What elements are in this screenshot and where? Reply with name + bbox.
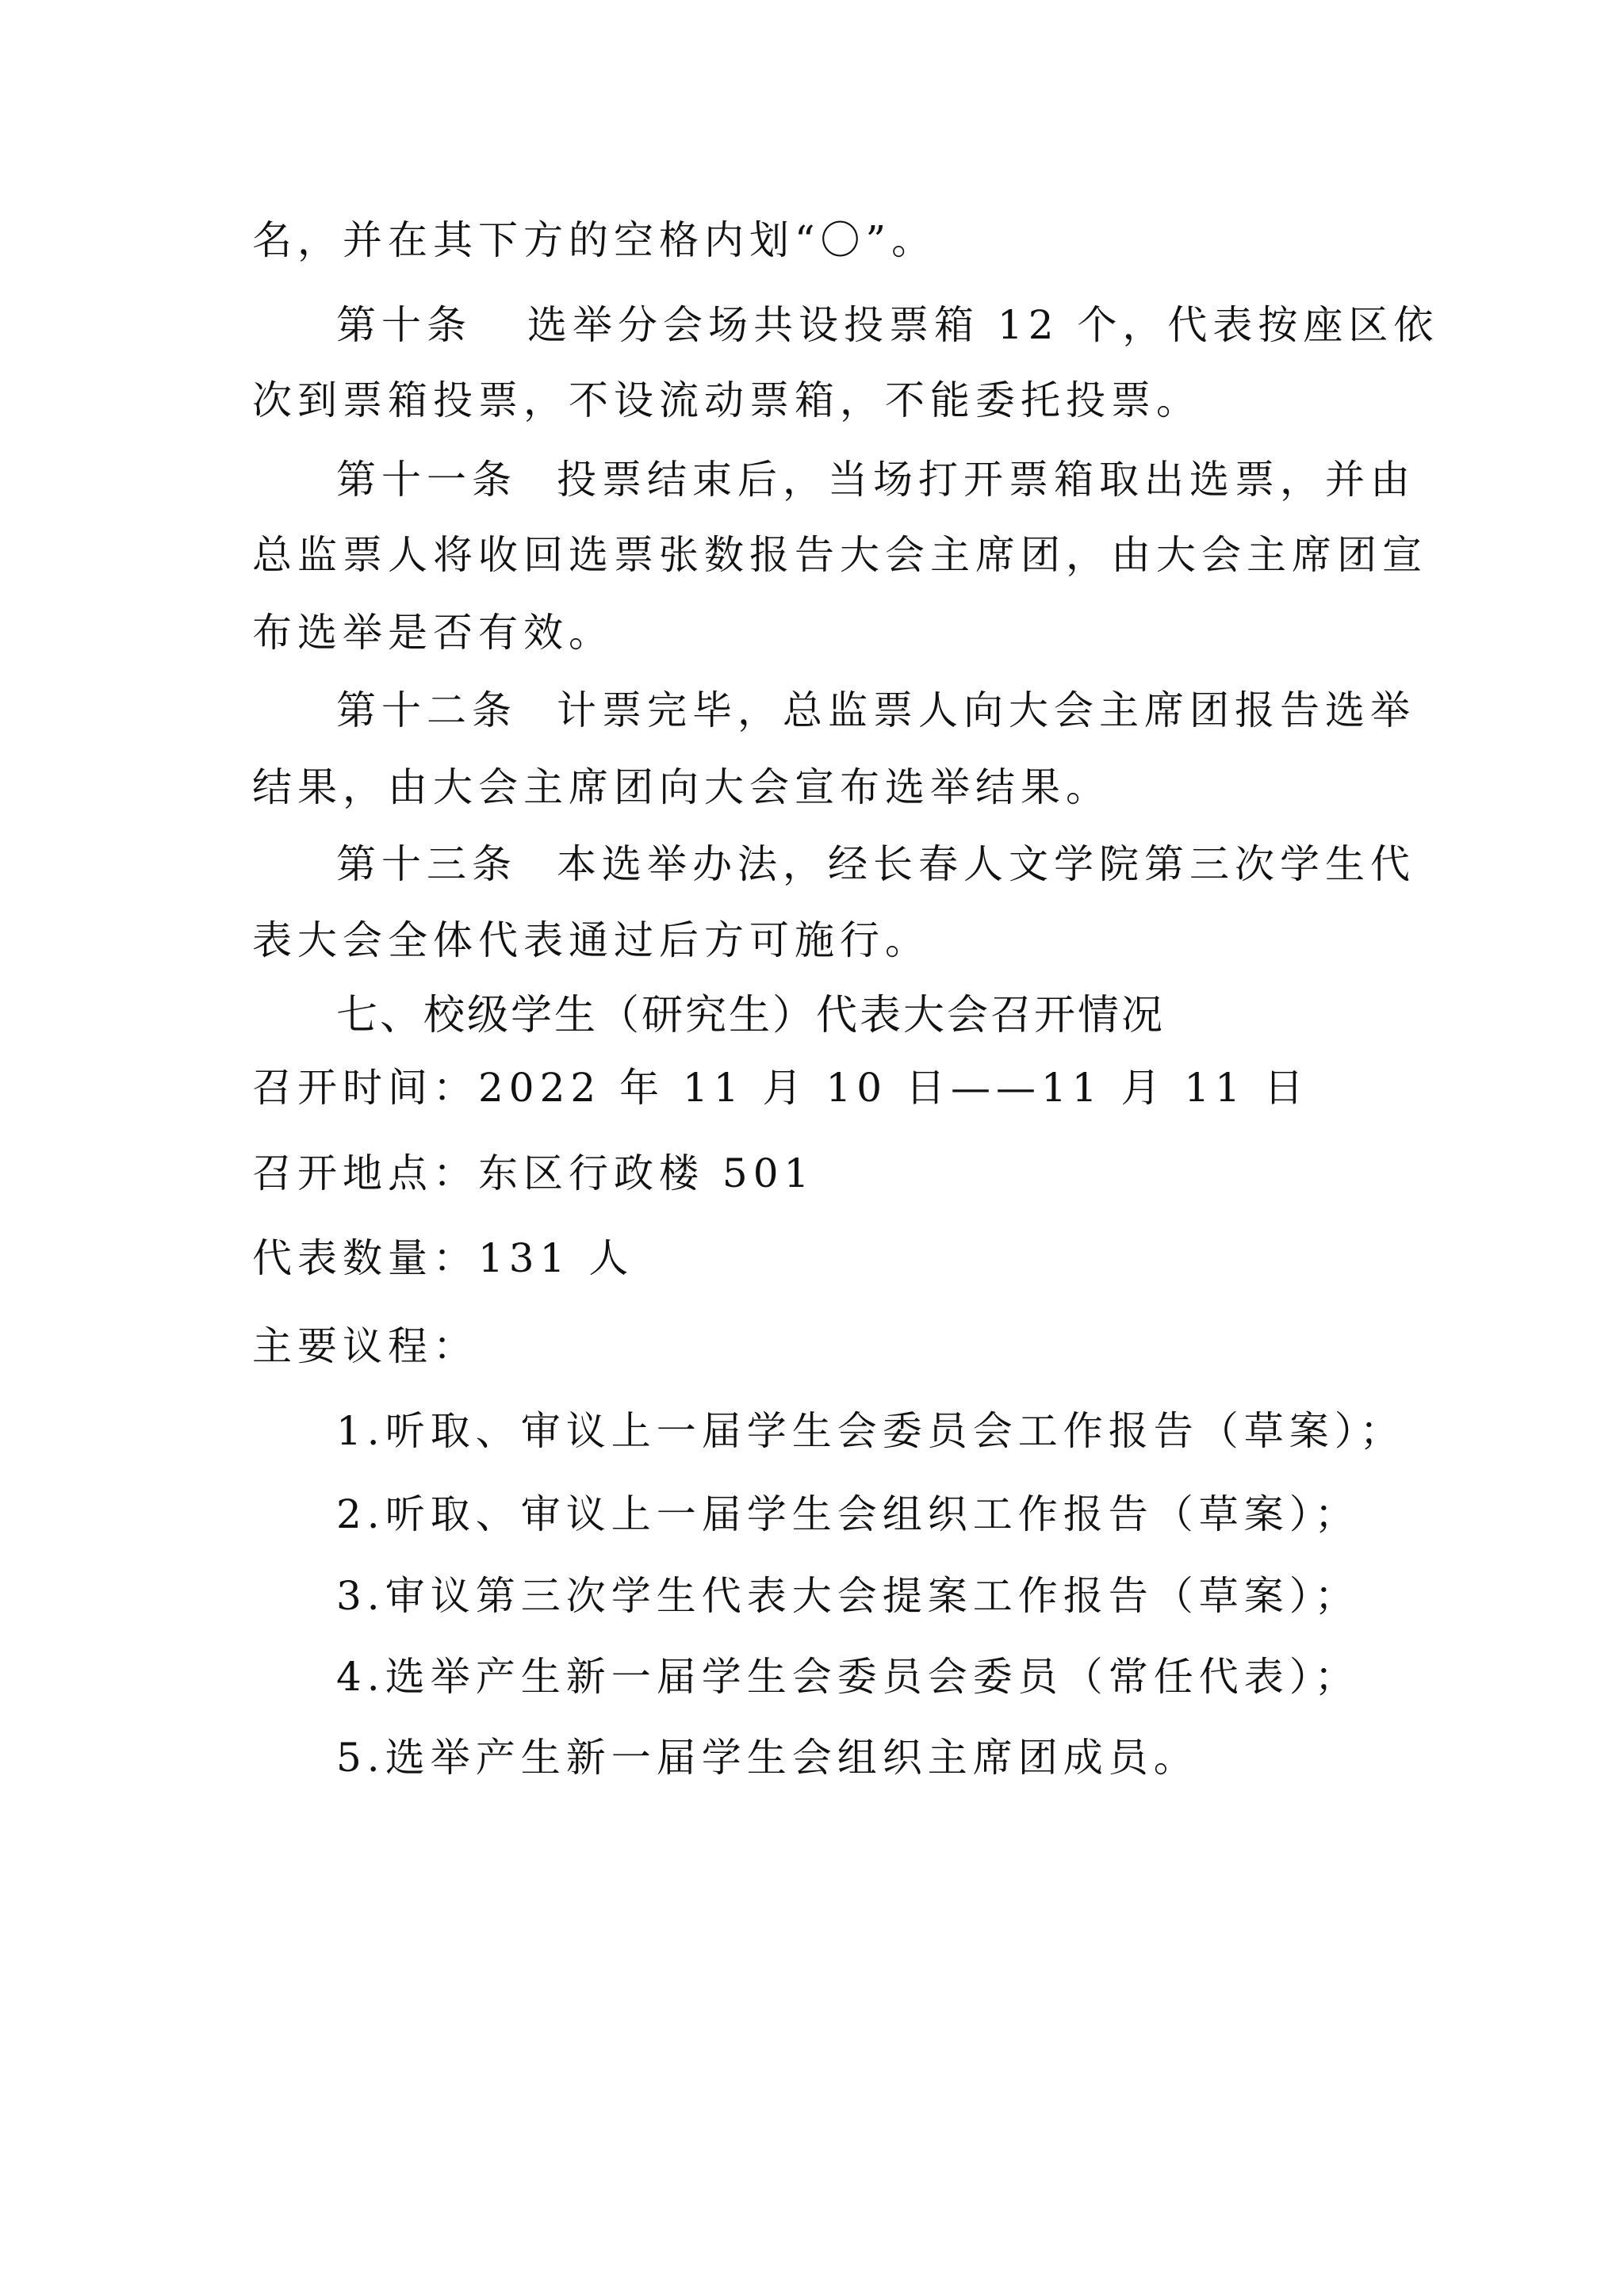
agenda-item: 5.选举产生新一届学生会组织主席团成员。 — [336, 1735, 1199, 1781]
agenda-item: 3.审议第三次学生代表大会提案工作报告（草案）； — [336, 1573, 1360, 1619]
article-number: 第十条 — [336, 302, 472, 348]
article-text: 投票结束后，当场打开票箱取出选票，并由 — [557, 457, 1415, 503]
agenda-item: 4.选举产生新一届学生会委员会委员（常任代表）； — [336, 1654, 1360, 1700]
article-13-line-2: 表大会全体代表通过后方可施行。 — [252, 917, 930, 963]
article-11-line-3: 布选举是否有效。 — [252, 610, 614, 656]
delegate-count: 代表数量：131 人 — [252, 1235, 634, 1281]
article-11-line-1 — [336, 456, 1415, 503]
article-13-line-1 — [336, 840, 1415, 888]
article-text: 计票完毕，总监票人向大会主席团报告选举 — [557, 687, 1415, 733]
article-12-line-2: 结果，由大会主席团向大会宣布选举结果。 — [252, 764, 1111, 810]
section-heading: 七、校级学生（研究生）代表大会召开情况 — [336, 992, 1166, 1039]
article-10-line-1 — [336, 301, 1438, 349]
agenda-item: 1.听取、审议上一届学生会委员会工作报告（草案）； — [336, 1408, 1405, 1454]
article-12-line-1 — [336, 687, 1415, 734]
meeting-time: 召开时间：2022 年 11 月 10 日——11 月 11 日 — [252, 1065, 1309, 1111]
article-text: 选举分会场共设投票箱 12 个，代表按座区依 — [527, 302, 1439, 348]
agenda-label: 主要议程： — [252, 1323, 478, 1369]
agenda-item: 2.听取、审议上一届学生会组织工作报告（草案）； — [336, 1491, 1360, 1537]
article-number: 第十二条 — [336, 687, 517, 733]
article-11-line-2: 总监票人将收回选票张数报告大会主席团，由大会主席团宣 — [252, 532, 1427, 578]
article-text: 本选举办法，经长春人文学院第三次学生代 — [557, 841, 1415, 887]
article-number: 第十一条 — [336, 457, 517, 503]
article-10-line-2: 次到票箱投票，不设流动票箱，不能委托投票。 — [252, 377, 1201, 423]
meeting-place: 召开地点：东区行政楼 501 — [252, 1150, 815, 1196]
article-number: 第十三条 — [336, 841, 517, 887]
text-line: 名，并在其下方的空格内划“〇”。 — [252, 217, 937, 263]
